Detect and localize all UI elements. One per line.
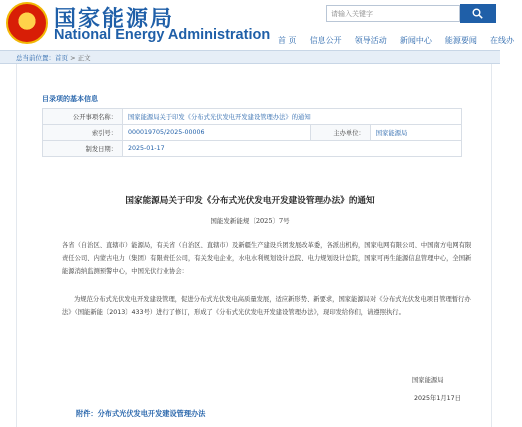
nav-info-disclosure[interactable]: 信息公开 (309, 36, 342, 45)
breadcrumb-current: 正文 (77, 54, 91, 62)
document-paragraph-recipients: 各省（自治区、直辖市）能源局，有关省（自治区、直辖市）及新疆生产建设兵团发展改革委，各派出机构，国家电网有限公司、中国南方电网有限责任公司、内蒙古电力（集团）有限责任公司，有关发电企业，水电水利规划设计总院、电力规划设计总院，国家可再生能源信息管理中心，全国新能源消纳监测预警中心，中国光伏行业协会： (62, 242, 472, 275)
nav-news-center[interactable]: 新闻中心 (399, 36, 432, 45)
site-name-cn[interactable]: 国家能源局 (54, 7, 175, 32)
nav-leader-activities[interactable]: 领导活动 (354, 36, 387, 45)
nav-online-service[interactable]: 在线办 (490, 36, 515, 45)
search-icon (472, 8, 483, 19)
meta-title-value: 国家能源局关于印发《分布式光伏发电开发建设管理办法》的通知 (123, 109, 462, 125)
breadcrumb-separator: > (68, 54, 78, 62)
nav-home[interactable]: 首 页 (278, 36, 297, 45)
search-input[interactable]: 请输入关键字 (326, 5, 460, 22)
meta-title-label: 公开事项名称： (43, 109, 123, 125)
main-nav (278, 28, 522, 45)
meta-table (42, 108, 462, 157)
meta-org-value: 国家能源局 (370, 125, 461, 141)
table-row (43, 141, 462, 157)
search-button[interactable] (460, 4, 496, 23)
meta-index-value: 000019705/2025-00006 (123, 125, 311, 141)
document-number: 国能发新能规〔2025〕7号 (210, 217, 290, 225)
table-row (43, 109, 462, 125)
table-row (43, 125, 462, 141)
breadcrumb-home-link[interactable]: 总当前位置：首页 (16, 54, 68, 62)
meta-date-value: 2025-01-17 (123, 141, 462, 157)
document-paragraph-body: 为规范分布式光伏发电开发建设管理，促进分布式光伏发电高质量发展，适应新形势、新要求，国家能源局对《分布式光伏发电项目管理暂行办法》（国能新能〔2013〕433号）进行了修订，形成了《分布式光伏发电开发建设管理办法》，现印发给你们，请遵照执行。 (62, 296, 471, 316)
meta-date-label: 制发日期： (43, 141, 123, 157)
document-date: 2025年1月17日 (414, 395, 461, 402)
meta-org-label: 主办单位： (310, 125, 370, 141)
breadcrumb-bar (0, 50, 500, 64)
national-emblem-icon: ★ (6, 2, 48, 44)
meta-section-title: 目录项的基本信息 (42, 95, 98, 103)
attachment-link[interactable]: 附件：分布式光伏发电开发建设管理办法 (76, 409, 206, 418)
document-title: 国家能源局关于印发《分布式光伏发电开发建设管理办法》的通知 (125, 196, 375, 206)
meta-index-label: 索引号： (43, 125, 123, 141)
breadcrumb (16, 53, 91, 62)
site-name-en[interactable]: National Energy Administration (54, 27, 271, 43)
document-signature: 国家能源局 (412, 377, 444, 384)
site-header (0, 0, 515, 50)
nav-energy-news[interactable]: 能源要闻 (444, 36, 477, 45)
